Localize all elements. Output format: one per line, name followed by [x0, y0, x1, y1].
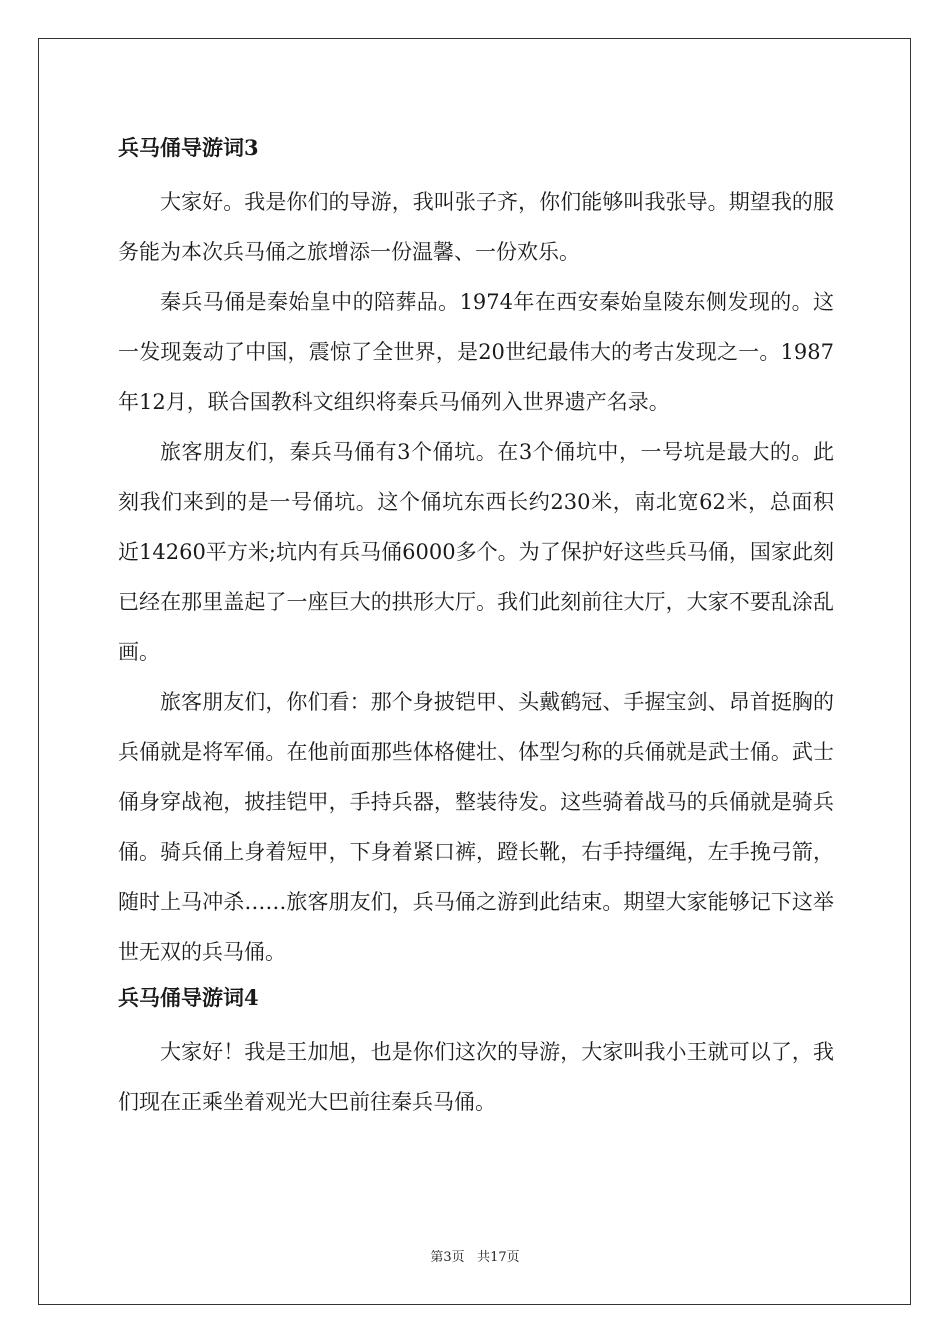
page-number: 第3页	[430, 1250, 465, 1265]
paragraph: 旅客朋友们，秦兵马俑有3个俑坑。在3个俑坑中，一号坑是最大的。此刻我们来到的是一号俑坑。这个俑坑东西长约230米，南北宽62米，总面积近14260平方米;坑内有兵马俑6000多个。为了保护好这些兵马俑，国家此刻已经在那里盖起了一座巨大的拱形大厅。我们此刻前往大厅，大家不要乱涂乱画。	[118, 440, 834, 664]
paragraph: 大家好！我是王加旭，也是你们这次的导游，大家叫我小王就可以了，我们现在正乘坐着观光大巴前往秦兵马俑。	[118, 1040, 834, 1114]
paragraph: 秦兵马俑是秦始皇中的陪葬品。1974年在西安秦始皇陵东侧发现的。这一发现轰动了中国，震惊了全世界，是20世纪最伟大的考古发现之一。1987年12月，联合国教科文组织将秦兵马俑列入世界遗产名录。	[118, 290, 834, 414]
section-heading: 兵马俑导游词4	[118, 985, 259, 1010]
document-body	[118, 127, 834, 1127]
page-total: 共17页	[477, 1250, 520, 1265]
section	[118, 127, 834, 977]
page-footer	[0, 1246, 950, 1265]
section	[118, 977, 834, 1127]
paragraph: 大家好。我是你们的导游，我叫张子齐，你们能够叫我张导。期望我的服务能为本次兵马俑之旅增添一份温馨、一份欢乐。	[118, 190, 834, 264]
paragraph: 旅客朋友们，你们看：那个身披铠甲、头戴鹤冠、手握宝剑、昂首挺胸的兵俑就是将军俑。在他前面那些体格健壮、体型匀称的兵俑就是武士俑。武士俑身穿战袍，披挂铠甲，手持兵器，整装待发。这些骑着战马的兵俑就是骑兵俑。骑兵俑上身着短甲，下身着紧口裤，蹬长靴，右手持缰绳，左手挽弓箭，随时上马冲杀……旅客朋友们，兵马俑之游到此结束。期望大家能够记下这举世无双的兵马俑。	[118, 690, 834, 964]
section-heading: 兵马俑导游词3	[118, 135, 259, 160]
